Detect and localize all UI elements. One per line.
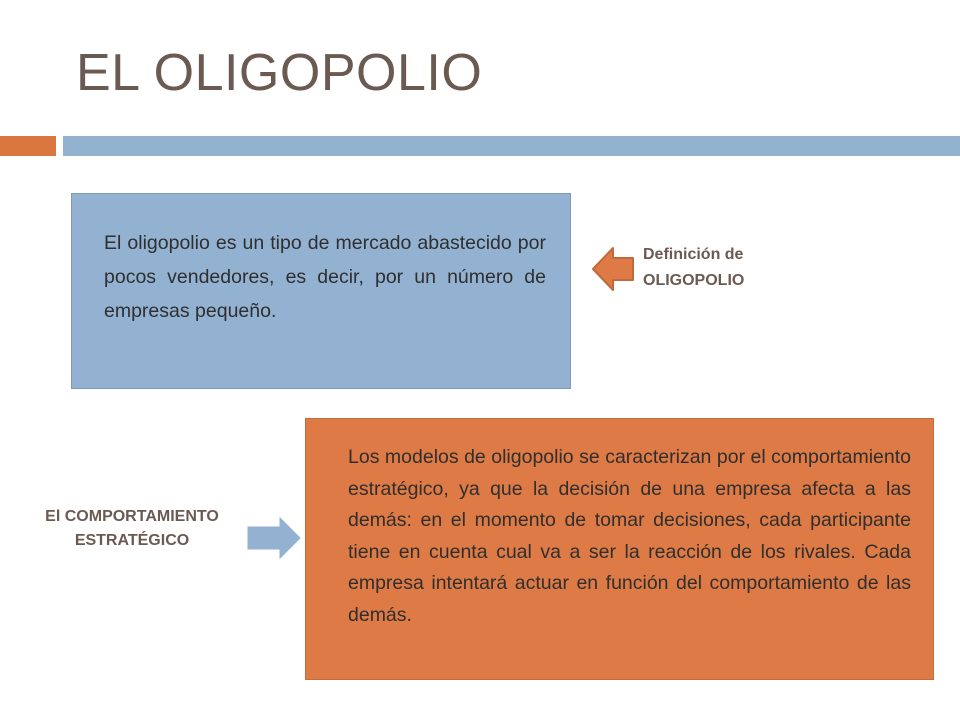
behavior-text: Los modelos de oligopolio se caracterizan por el comportamiento estratégico, ya que la decisión de una empresa afecta a las demás: en el momento de tomar decisiones, cada participante tiene en cuenta cual va a ser la reacción de los rivales. Cada empresa intentará actuar en función del comportamiento de las demás. xyxy=(348,446,911,626)
definition-label-line2: OLIGOPOLIO xyxy=(643,272,745,289)
arrow-right-icon xyxy=(246,516,302,560)
definition-label-line1: Definición de xyxy=(643,246,744,263)
behavior-box xyxy=(305,418,934,680)
definition-text: El oligopolio es un tipo de mercado abastecido por pocos vendedores, es decir, por un número de empresas pequeño. xyxy=(104,232,546,322)
behavior-label xyxy=(12,505,252,553)
slide-title: EL OLIGOPOLIO xyxy=(76,44,483,102)
arrow-left-icon xyxy=(591,246,635,292)
definition-box xyxy=(71,193,571,389)
accent-bar-orange xyxy=(0,136,56,156)
accent-bar-blue xyxy=(63,136,960,156)
definition-label xyxy=(643,242,744,294)
behavior-label-line2: ESTRATÉGICO xyxy=(74,532,190,549)
behavior-label-line1: El COMPORTAMIENTO xyxy=(45,508,219,525)
